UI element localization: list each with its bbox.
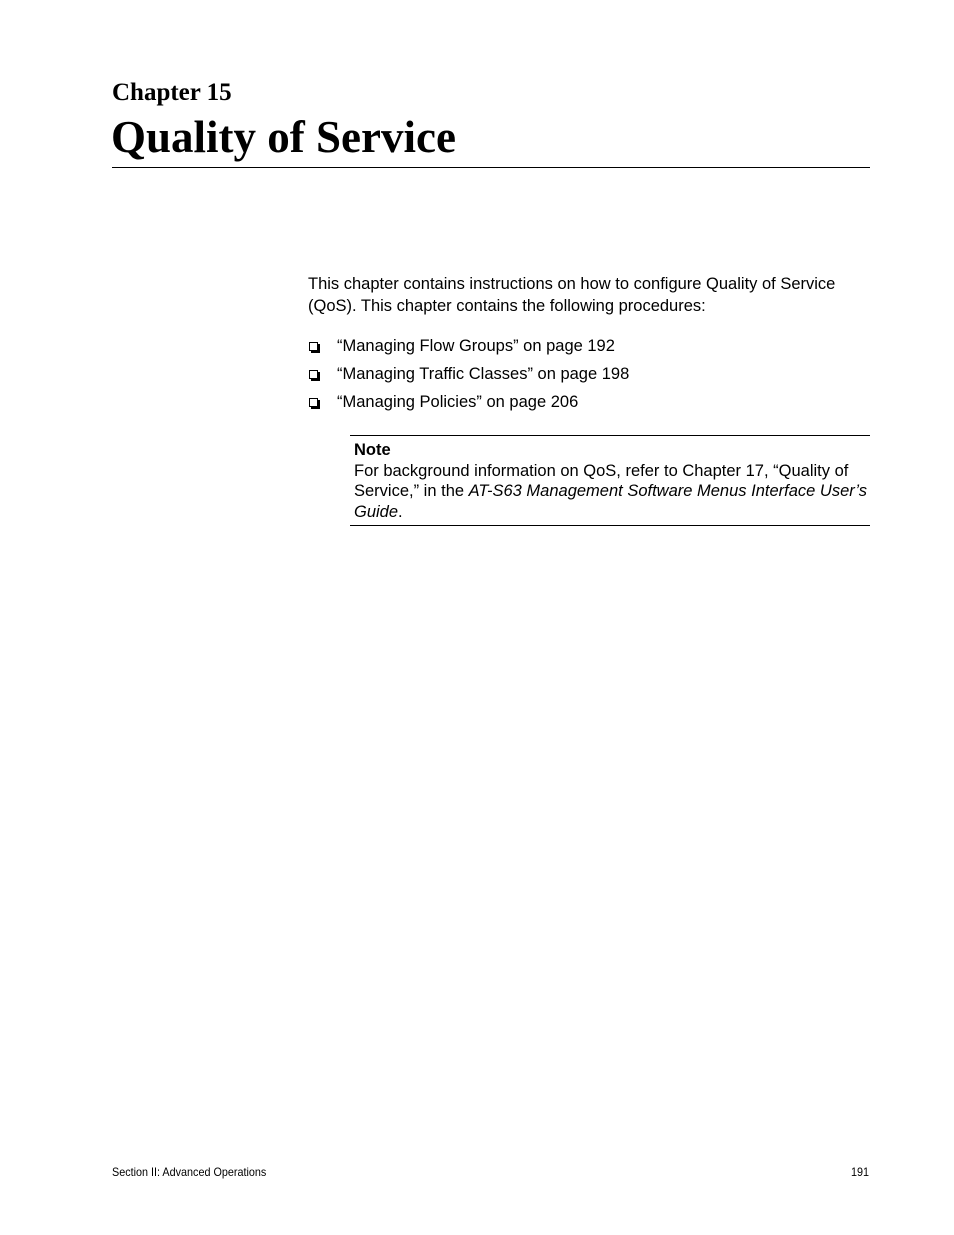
note-book-title: AT-S63 Management Software Menus Interface User’s Guide: [354, 482, 867, 521]
chapter-label: Chapter 15: [112, 79, 232, 106]
note-heading: Note: [354, 441, 391, 459]
footer-page-number: 191: [850, 1165, 869, 1179]
title-divider: [112, 167, 870, 168]
procedure-link[interactable]: “Managing Policies” on page 206: [337, 393, 579, 411]
procedure-item[interactable]: [308, 332, 870, 360]
procedure-item[interactable]: [308, 388, 870, 416]
note-text: For background information on QoS, refer to Chapter 17, “Quality of Service,” in the: [354, 461, 849, 500]
note-box: [350, 435, 870, 526]
note-text-end: .: [398, 502, 403, 521]
checkbox-bullet-icon: [309, 370, 318, 379]
note-body: [354, 461, 870, 523]
footer-section: Section II: Advanced Operations: [112, 1165, 267, 1179]
procedure-link[interactable]: “Managing Flow Groups” on page 192: [337, 337, 615, 355]
procedure-link[interactable]: “Managing Traffic Classes” on page 198: [337, 365, 630, 383]
procedure-item[interactable]: [308, 360, 870, 388]
chapter-title: Quality of Service: [111, 112, 456, 162]
intro-paragraph: This chapter contains instructions on how to configure Quality of Service (QoS). This chapter contains the following procedures:: [308, 275, 836, 315]
procedure-list: [308, 332, 870, 416]
checkbox-bullet-icon: [309, 342, 318, 351]
checkbox-bullet-icon: [309, 398, 318, 407]
